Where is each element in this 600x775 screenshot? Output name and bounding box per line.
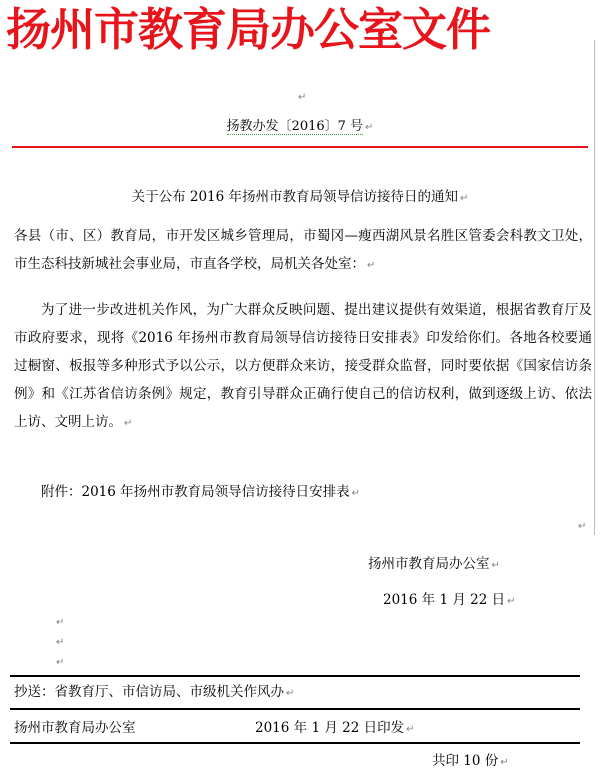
body-text: 为了进一步改进机关作风，为广大群众反映问题、提出建议提供有效渠道，根据省教育厅及市政府要求，现将《2016 年扬州市教育局领导信访接待日安排表》印发给你们。各地各校要通过橱窗、板报等多种形式予以公示，以方便群众来访，接受群众监督，同时要依据《国家信访条例》和《江苏省信访条例》规定，教育引导群众正确行使自己的信访权利，做到逐级上访、依法上访、文明上访。 xyxy=(14,302,592,430)
signature-org-line xyxy=(368,555,500,575)
footer-rule-top xyxy=(10,675,580,677)
notice-title: 关于公布 2016 年扬州市教育局领导信访接待日的通知 xyxy=(131,189,459,205)
recipients-paragraph xyxy=(14,222,592,280)
red-separator-rule xyxy=(12,146,588,148)
paragraph-mark: ↵ xyxy=(491,560,500,571)
paragraph-mark: ↵ xyxy=(56,657,65,668)
paragraph-mark: ↵ xyxy=(507,596,516,607)
paragraph-mark: ↵ xyxy=(56,617,65,628)
paragraph-mark: ↵ xyxy=(406,724,415,735)
paragraph-mark: ↵ xyxy=(365,122,374,133)
issuer-line xyxy=(14,719,136,737)
paragraph-mark: ↵ xyxy=(367,260,376,271)
issue-date-text: 2016 年 1 月 22 日印发 xyxy=(255,720,405,736)
footer-rule-bottom xyxy=(10,742,580,744)
paragraph-mark: ↵ xyxy=(298,92,307,103)
issue-date-line xyxy=(255,719,414,739)
document-number: 扬教办发〔2016〕7 号 xyxy=(226,119,364,134)
signature-date-line xyxy=(383,591,515,611)
paragraph-mark: ↵ xyxy=(56,637,65,648)
signature-org: 扬州市教育局办公室 xyxy=(368,556,490,572)
paragraph-mark: ↵ xyxy=(578,521,587,532)
cc-text: 抄送：省教育厅、市信访局、市级机关作风办 xyxy=(14,684,284,700)
paragraph-mark: ↵ xyxy=(124,418,133,429)
body-paragraph xyxy=(14,296,592,438)
paragraph-mark: ↵ xyxy=(286,688,295,699)
paragraph-mark: ↵ xyxy=(351,488,361,499)
paragraph-mark: ↵ xyxy=(460,193,469,204)
paragraph-mark: ↵ xyxy=(500,757,509,768)
attachment-text: 附件：2016 年扬州市教育局领导信访接待日安排表 xyxy=(41,484,350,500)
notice-title-line xyxy=(0,188,600,208)
cc-line xyxy=(14,683,294,703)
attachment-paragraph xyxy=(14,478,592,508)
document-number-line xyxy=(0,118,600,137)
copies-text: 共印 10 份 xyxy=(432,753,499,769)
signature-date: 2016 年 1 月 22 日 xyxy=(383,592,506,608)
footer-rule-middle xyxy=(10,708,580,710)
page-edge-line xyxy=(594,40,595,535)
issuer-text: 扬州市教育局办公室 xyxy=(14,720,136,736)
document-header-title: 扬州市教育局办公室文件 xyxy=(6,3,491,56)
copies-line xyxy=(432,752,509,772)
recipients-text: 各县（市、区）教育局，市开发区城乡管理局，市蜀冈—瘦西湖风景名胜区管委会科教文卫处，市生态科技新城社会事业局，市直各学校，局机关各处室： xyxy=(14,228,592,272)
